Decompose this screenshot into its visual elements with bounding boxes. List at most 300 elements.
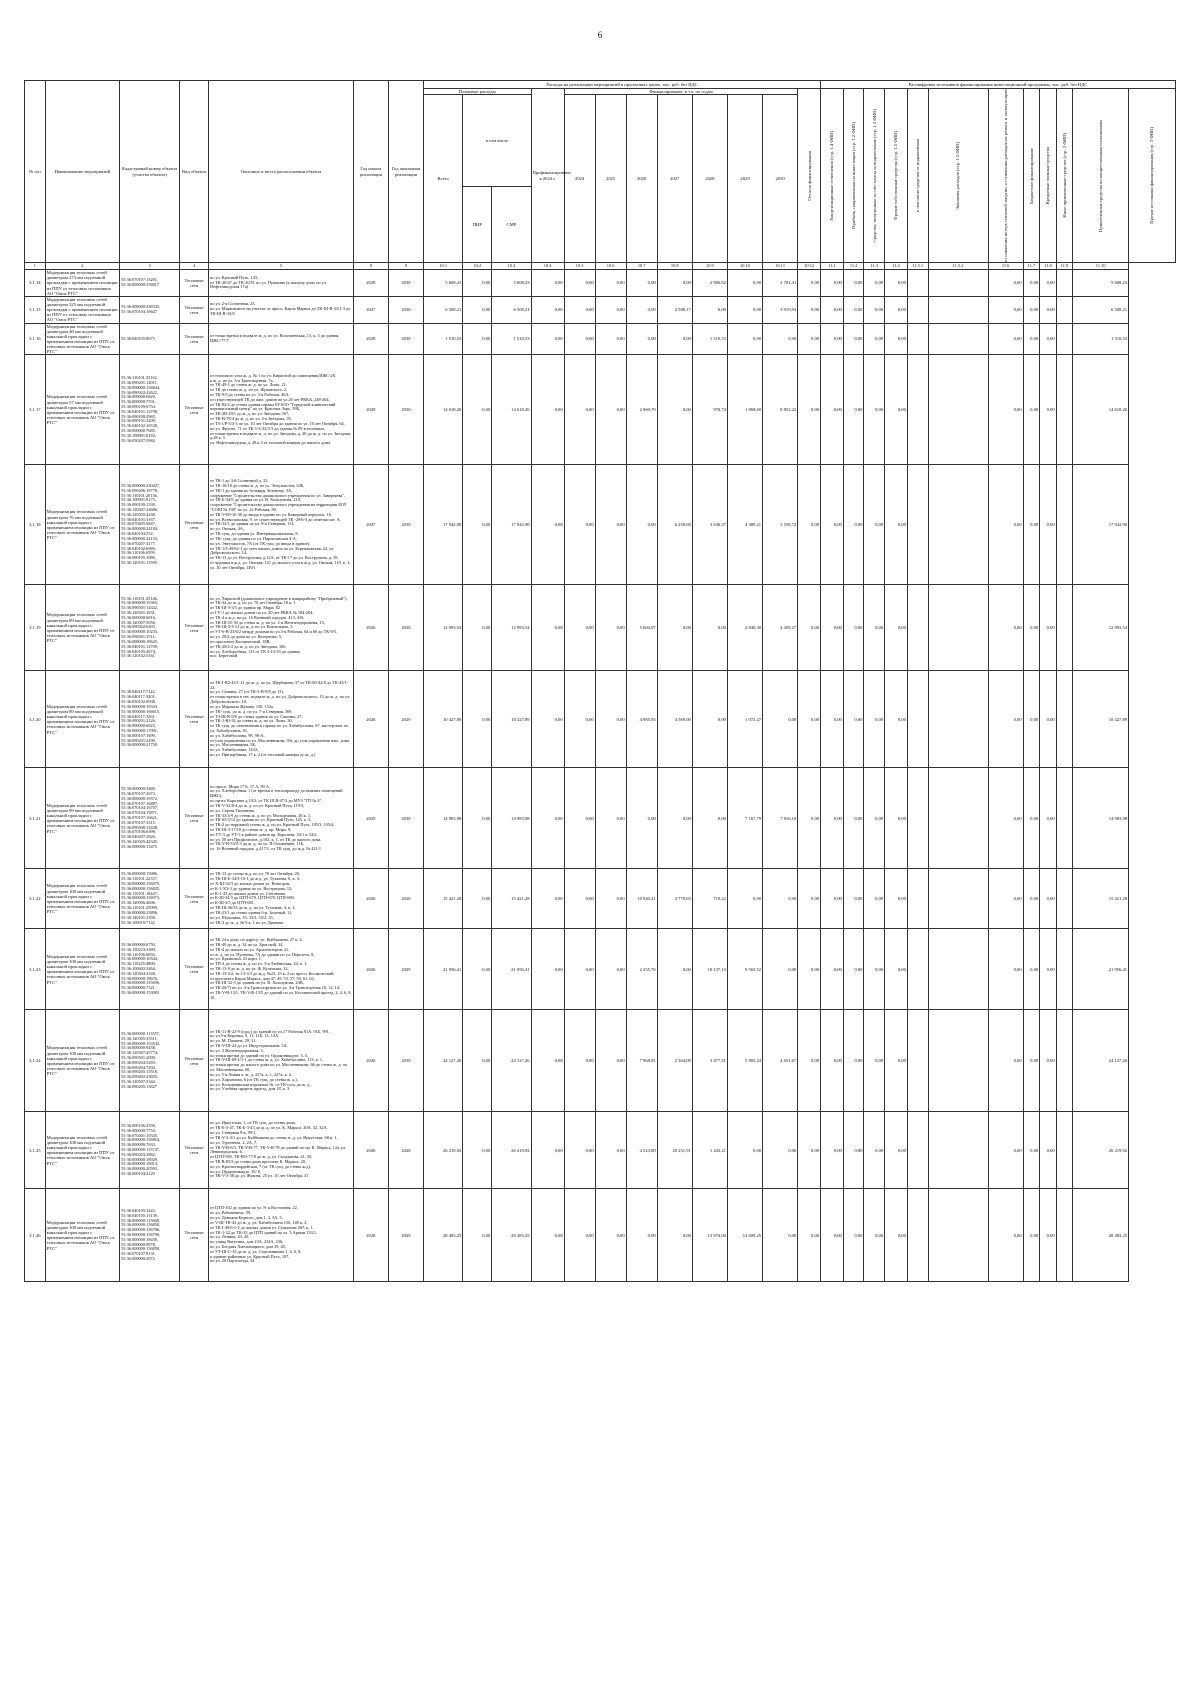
row-budget: 0,00 [988,1189,1023,1282]
row-credit: 0,00 [1023,296,1040,323]
row-y2025: 0,00 [595,1189,626,1282]
header-financed: Профинансировано к 2024 г. [531,89,564,263]
header-start: Год начала реализации [353,81,388,263]
row-pir: 0,00 [463,1010,492,1112]
row-object-type: Тепловые сети [180,296,209,323]
row-rest: 0,00 [798,270,821,297]
row-y2025: 0,00 [595,671,626,768]
row-cadastral: 55:36:110101:25162, 55:36:090201:14011, 55:36:000000:156844, 55:36:090302:22622, 55:36:000000:6829, 55:36:000000:7531, 55:36:090109:6754, 55:36:040101:12798, 55:36:090108:2965, 55:36:090101:3209, 55:36:040102:16538, 55:36:000000:7685, 55:36:100901:8184, 55:36:050207:5984 [120,355,180,465]
row-y2029: 5 885,24 [727,1010,762,1112]
column-number: 10.2 [463,263,492,270]
row-y2024: 0,00 [564,1112,595,1189]
table-row [25,323,1176,355]
row-conn-part [907,296,928,323]
row-object-type: Тепловые сети [180,355,209,465]
row-end-year: 2029 [388,671,423,768]
row-description: от ЦТП-102 до здания по ул. 8- я Восточная, 22, по ул. Рабиновича, 59, по ул. Демьяна Бедного, дом 1, 3, 3А, 5, от V-Ш-ТК-43 до ж. д. ул. Хабибуллина 150, 148 к. 3, от ТК-I-49/6-1-2 до жилых домов ул. Сущанова 267, к. 1, от ТК-1-32 до ТК-35 до ЦТП зданий по ул. 5 Армии 133/1, по ул. Ленина, 43, 45, по улица Ватутина, дом 23А, 234А, 236, по ул. Богдана Хмельницкого, дом 39, 40, от УТ-Ш-С-33 до ж. д. ул. Стрельникова 1, 4, 6, 8, к зданию районных ул. Красный Путь, 107, по ул. 20 Партсъезда, 34 [209,1189,354,1282]
row-budget: 0,00 [988,869,1023,929]
row-y2029: 0,00 [727,323,762,355]
header-expenses-group: Расходы на реализацию мероприятий в прогнозных ценах, тыс. руб. без НДС [424,81,821,89]
row-y2027: 3 770,65 [657,869,692,929]
row-y2026: 0,00 [626,768,657,869]
row-name: Модернизация тепловых сетей диаметром 40 мм подземной канальной прокладки с применением изоляции из ППУ от тепловых источников АО "Омск РТС" [45,323,119,355]
row-attracted: 0,00 [1040,323,1057,355]
row-total: 28 483,25 [424,1189,463,1282]
column-number: 5 [209,263,354,270]
row-profit: 0,00 [843,768,864,869]
row-y2029: 1 868,60 [727,355,762,465]
row-conn: 0,00 [864,671,885,768]
row-cadastral: 55:36:000000:15086, 55:36:110101:22337, 55:36:000000:156975, 55:36:000000:156825, 55:36:110101:18447, 55:36:000000:156973, 55:36:120906:4606, 55:36:110101:25099, 55:36:000000:23896, 55:36:140101:3358, 55:36:100910:7142 [120,869,180,929]
row-y2025: 0,00 [595,296,626,323]
row-conn-part [907,671,928,768]
header-rest: Остаток финансирования [798,89,821,263]
row-y2024: 0,00 [564,671,595,768]
row-y2025: 0,00 [595,270,626,297]
row-conn: 0,00 [864,929,885,1010]
row-rest: 0,00 [798,929,821,1010]
row-conn-part [907,323,928,355]
row-y2027: 6 258,60 [657,465,692,585]
row-start-year: 2028 [353,270,388,297]
row-credit: 0,00 [1023,869,1040,929]
row-y2026: 0,00 [626,1189,657,1282]
row-attracted: 0,00 [1040,1189,1057,1282]
row-pir: 0,00 [463,1189,492,1282]
row-y2030: 8 852,22 [763,355,798,465]
row-economy [928,869,988,929]
row-financed: 0,00 [531,869,564,929]
row-financed: 0,00 [531,929,564,1010]
row-other: 26 219,92 [1073,1112,1129,1189]
row-y2029: 0,00 [727,869,762,929]
row-object-type: Тепловые сети [180,671,209,768]
row-y2030: 0,00 [763,1112,798,1189]
row-attracted: 0,00 [1040,768,1057,869]
row-credit: 0,00 [1023,1112,1040,1189]
row-profit: 0,00 [843,671,864,768]
row-cadastral: 55:36:000000:3469, 55:36:070107:3673, 55:36:000000:19372, 55:36:070107:16887, 55:36:070104:16707, 55:36:070104:15871, 55:36:070107:16621, 55:36:070107:3315, 55:36:090308:15438, 55:36:070106:6398, 55:36:040207:3826, 55:36:120305:42345, 55:36:000000:15475 [120,768,180,869]
row-credit: 0,00 [1023,1010,1040,1112]
row-y2026: 7 968,81 [626,1010,657,1112]
header-no: № п/п [25,81,46,263]
row-budget: 0,00 [988,1010,1023,1112]
row-description: по ул. Хирасной (дошкольное учреждение к микрорайону "Прибрежный"), от ТК-34 до ж. д. по ул. 70 лет Октября, 18 к. 1 от ТК-Ш-3-3/5 до здания пр. Мирa, 82 от ГУ-1 до жилых домов по ул. 20 лет РККА № 184-204, от ТК-4 к ж.д. по ул. 16 Военный городок, 413, 416, от ТК-Ш-25-30 до стены ж. д. по ул. 3-я Железнодорожная, 15, от ТК-Ш-3-3-13 до ж. д. по ул. Вокзальная, 1, от УТ-6-В-23/6/2 между домами по ул.3-я Рабочая, 64 и 66 до ТК-9/5, по ул. 20/2 до дома по ул. Кучеренко, 5, по проспекту Космический, 18В, от ТК-20/2-2 до ж. д. по ул. Звездова, 166, по ул. Хлеборобная, 113 от ТК 3-13-33 до здания, пос. Береговой [209,585,354,671]
column-number: 10.12 [798,263,821,270]
row-y2028: 3 636,37 [692,465,727,585]
header-economy: Экономия расходов (стр. 1.5 ФИП) [928,89,988,263]
row-financed: 0,00 [531,1189,564,1282]
row-other: 17 942,90 [1073,465,1129,585]
row-end-year: 2030 [388,323,423,355]
header-amort: Амортизационные отчисления (стр. 1.4 ФИП) [821,89,844,263]
row-extra [1056,270,1073,297]
row-conn: 0,00 [864,768,885,869]
row-profit: 0,00 [843,465,864,585]
row-conn-part [907,929,928,1010]
row-y2024: 0,00 [564,869,595,929]
row-cadastral: 55:36:000000:113557, 55:36:120305:35511, 55:36:000000:153542, 55:36:000000:9458, 55:36:120307:25774, 55:36:090301:2090, 55:36:090204:5283, 55:36:090204:7204, 55:36:090205:15518, 55:36:090402:23655, 55:36:120507:5344, 55:36:090205:13827 [120,1010,180,1112]
row-conn: 0,00 [864,585,885,671]
row-description: по ул. Красный Путь, 143, от ТК-20/47 до ТК-20/51 по ул. Пушкина (к жилому дому по ул. Нефтезаводская 17а) [209,270,354,297]
row-other-own: 0,00 [885,296,908,323]
row-conn: 0,00 [864,1010,885,1112]
row-extra [1056,465,1073,585]
row-total: 14 983,98 [424,768,463,869]
row-y2029: 0,00 [727,270,762,297]
row-y2024: 0,00 [564,585,595,671]
row-y2030: 4 651,67 [763,1010,798,1112]
row-amort: 0,00 [821,296,844,323]
row-y2028: 0,00 [692,585,727,671]
row-financed: 0,00 [531,671,564,768]
row-y2028: 3 477,51 [692,1010,727,1112]
row-y2024: 0,00 [564,296,595,323]
row-total: 1 510,53 [424,323,463,355]
row-economy [928,296,988,323]
row-attracted: 0,00 [1040,869,1057,929]
row-amort: 0,00 [821,1189,844,1282]
table-row [25,270,1176,297]
row-y2025: 0,00 [595,585,626,671]
column-number: 10.3 [492,263,531,270]
row-y2028: 2 906,82 [692,270,727,297]
column-number: 10.9 [692,263,727,270]
header-y2026: 2026 [626,95,657,263]
row-other: 14 983,98 [1073,768,1129,869]
row-pir: 0,00 [463,465,492,585]
row-conn-part [907,465,928,585]
column-number: 10.11 [763,263,798,270]
row-amort: 0,00 [821,355,844,465]
row-budget: 0,00 [988,768,1023,869]
row-amort: 0,00 [821,585,844,671]
row-start-year: 2027 [353,296,388,323]
table-row [25,1189,1176,1282]
header-y2024: 2024 [564,95,595,263]
row-y2028: 0,00 [692,671,727,768]
row-cadastral: 55:36:000000:6750, 55:36:150223:3380, 55:36:110106:6094, 55:36:000000:10344, 55:36:110225:4800, 55:36:100602:3464, 55:36:120304:2548, 55:36:000000:18676, 55:36:000000:115696, 55:36:000000:7321, 55:36:000000:153083 [120,929,180,1010]
row-amort: 0,00 [821,929,844,1010]
row-name: Модернизация тепловых сетей диаметром 57 мм подземной канальной прокладки с применением изоляции из ППУ от тепловых источников АО "Омск РТС" [45,355,119,465]
row-other: 10 427,89 [1073,671,1129,768]
column-number: 11.5.1 [907,263,928,270]
row-y2028: 10 137,13 [692,929,727,1010]
row-budget: 0,00 [988,355,1023,465]
row-profit: 0,00 [843,1112,864,1189]
row-economy [928,323,988,355]
row-y2025: 0,00 [595,355,626,465]
table-body [25,270,1176,1282]
table-row [25,1112,1176,1189]
row-object-type: Тепловые сети [180,1112,209,1189]
header-end: Год окончания реализации [388,81,423,263]
row-total: 21 956,41 [424,929,463,1010]
row-budget: 0,00 [988,585,1023,671]
row-extra [1056,869,1073,929]
column-number: 11.7 [1023,263,1040,270]
row-y2026: 0,00 [626,323,657,355]
row-pir: 0,00 [463,355,492,465]
row-object-type: Тепловые сети [180,465,209,585]
column-number: 11.8 [1040,263,1057,270]
row-financed: 0,00 [531,768,564,869]
row-y2025: 0,00 [595,869,626,929]
row-end-year: 2029 [388,1189,423,1282]
row-other-own: 0,00 [885,585,908,671]
row-economy [928,465,988,585]
row-number: 3.1.22 [25,869,46,929]
row-conn-part [907,270,928,297]
row-object-type: Тепловые сети [180,869,209,929]
row-amort: 0,00 [821,465,844,585]
row-amort: 0,00 [821,270,844,297]
column-number: 10.6 [595,263,626,270]
row-y2026: 5 604,97 [626,585,657,671]
row-y2024: 0,00 [564,768,595,869]
row-attracted: 0,00 [1040,270,1057,297]
row-smr: 6 508,21 [492,296,531,323]
table-row [25,1010,1176,1112]
row-start-year: 2026 [353,869,388,929]
row-smr: 14 983,98 [492,768,531,869]
row-smr: 17 942,90 [492,465,531,585]
row-smr: 12 993,54 [492,585,531,671]
row-attracted: 0,00 [1040,465,1057,585]
row-total: 26 219,92 [424,1112,463,1189]
header-tbr: ПИР [463,187,492,263]
row-y2029: 7 167,79 [727,768,762,869]
column-number: 10.5 [564,263,595,270]
row-y2027: 0,00 [657,270,692,297]
column-number: 11.3 [864,263,885,270]
row-other: 15 421,28 [1073,869,1129,929]
row-cadastral: 55:36:000000:238335, 55:36:070104:16647 [120,296,180,323]
row-y2026: 2 960,70 [626,355,657,465]
header-conn: Средства, полученные за счет платы за подключение (стр. 1.3 ФИП) [864,89,885,263]
column-number: 11.6 [988,263,1023,270]
row-smr: 28 483,25 [492,1189,531,1282]
row-y2030: 0,00 [763,929,798,1010]
row-description: от ТК-I-В2-43/1-21 до ж. д. по ул. Щербакова, 37 от ТК-Ю-42/8 до ТК-43/1-22, по ул. Сашина, 27 (от ТК-3-В-9/8 до 13), от точки врезки в тех. подвале ж. д. по ул. Добровольского, 13 до ж. д. по ул. Добровольского, 10, по ул. Маршала Жукова, 150, 152а, от ТК- сущ. до ж. д. по ул. 7-я Северная, 369, от ТЗ-Ш-В-9/8 до стены здания по ул. Сашина, 27, от ТК-1-Ю-32 до стены ж. д. по ул. Лизы, 30, от ТК сущ. до ответвления к гаражу по ул. Хабибуллина, 67, мастерских по ул. Хабибуллина, 61, по ул. Хабибуллина, 98, 98-А, от узла управления по ул. Масленникова, 9/6, до узла управления жил. дома по ул. Масленникова, 9Б, по ул. Хабибуллина, 143А, по ул. Приторбиная, 17 к. 2 (от тепловой камеры до ж. д.) [209,671,354,768]
row-other: 12 993,54 [1073,585,1129,671]
header-desc: Описание и место расположения объекта [209,81,354,263]
row-total: 6 508,21 [424,296,463,323]
row-y2024: 0,00 [564,1010,595,1112]
row-y2024: 0,00 [564,929,595,1010]
row-total: 5 608,23 [424,270,463,297]
row-cadastral: 55:36:000106:2358, 55:36:000000:7754, 55:36:070401:10345, 55:36:000000:156854, 55:36:000000:7633, 55:36:000000:115747, 55:36:090203:2882, 55:36:000000:18929, 55:36:000000:19013, 55:36:000000:20593, 55:36:000104:4129 [120,1112,180,1189]
column-number: 1 [25,263,46,270]
row-total: 17 942,90 [424,465,463,585]
row-profit: 0,00 [843,929,864,1010]
column-number: 8 [353,263,388,270]
row-other-own: 0,00 [885,1189,908,1282]
row-number: 3.1.23 [25,929,46,1010]
row-y2027: 0,00 [657,585,692,671]
row-economy [928,1189,988,1282]
row-start-year: 2028 [353,1189,388,1282]
row-extra [1056,296,1073,323]
investment-program-table [24,80,1176,1282]
row-financed: 0,00 [531,355,564,465]
row-total: 10 427,89 [424,671,463,768]
row-conn: 0,00 [864,323,885,355]
header-y2027: 2027 [657,95,692,263]
row-pir: 0,00 [463,1112,492,1189]
row-conn: 0,00 [864,1189,885,1282]
row-financed: 0,00 [531,270,564,297]
header-total: Всего [424,95,463,263]
row-end-year: 2030 [388,296,423,323]
row-financed: 0,00 [531,1010,564,1112]
header-y2025: 2025 [595,95,626,263]
row-financed: 0,00 [531,465,564,585]
row-number: 3.1.17 [25,355,46,465]
row-smr: 10 427,89 [492,671,531,768]
row-name: Модернизация тепловых сетей диаметром 89 мм подземной канальной прокладки с применением изоляции из ППУ от тепловых источников АО "Омск РТС" [45,768,119,869]
row-smr: 1 510,53 [492,323,531,355]
row-start-year: 2029 [353,768,388,869]
row-y2027: 0,00 [657,929,692,1010]
row-end-year: 2028 [388,1112,423,1189]
row-rest: 0,00 [798,355,821,465]
row-rest: 0,00 [798,1010,821,1112]
row-y2030: 7 816,19 [763,768,798,869]
header-y2028: 2028 [692,95,727,263]
row-number: 3.1.25 [25,1112,46,1189]
row-other: 24 127,26 [1073,1010,1129,1112]
table-row [25,671,1176,768]
row-total: 12 993,54 [424,585,463,671]
row-rest: 0,00 [798,465,821,585]
row-description: от ТК 24 к дому по адресу: ул. Куйбышева, 27 к. 2, от ТК-40 до ж. д. 34 по ул. Братской, 34, от ТК-4 до жилых по ул. Архитекторов, 21, от ж. д. по ул. Пугачева, 7А до здания по ул. Перелета, 8, по ул. Крымской, 23 корп. 1, от ТП-4 до стены ж. д. по ул. 3-я Любинская, 24, к. 1, от ТК-13-9 до ж. д. по ул. Ф. Кулешова, 12, от ТК-13-2/2, тк-13-3/3 до ж.д. №23, 25 к. 2 по просп. Космический, от проспекта Карла Маркса, дом 47, 49, 53, 57, 59, 61, 63, от ТК-Ш-32-3 до здания по ул. В. Хользунова, 23В, от ТК-26/7) по ул. 3-я Транспортная по ул. 4-я Транспортная 10, 12, 14, от ТК-V-В-13/1, ТК-V-В-13/5 до зданий по ул. Космический проезд, 2, 4, 6, 8, 10, [209,929,354,1010]
row-start-year: 2026 [353,929,388,1010]
table-row [25,585,1176,671]
row-y2030: 0,00 [763,869,798,929]
row-object-type: Тепловые сети [180,323,209,355]
row-rest: 0,00 [798,585,821,671]
row-conn: 0,00 [864,355,885,465]
row-number: 3.1.19 [25,585,46,671]
column-number: 10.7 [626,263,657,270]
column-number: 10.1 [424,263,463,270]
header-fin-group: Финансирование, в т.ч. по годам [564,89,798,95]
row-end-year: 2030 [388,585,423,671]
header-extra: Привлеченные средства по концессионным соглашениям [1073,89,1129,263]
row-object-type: Тепловые сети [180,929,209,1010]
row-end-year: 2028 [388,869,423,929]
row-y2024: 0,00 [564,355,595,465]
row-y2026: 4 985,93 [626,671,657,768]
row-extra [1056,355,1073,465]
row-other-own: 0,00 [885,768,908,869]
table-row [25,296,1176,323]
row-y2027: 2 364,08 [657,1010,692,1112]
row-profit: 0,00 [843,323,864,355]
row-rest: 0,00 [798,1112,821,1189]
row-pir: 0,00 [463,869,492,929]
row-credit: 0,00 [1023,1189,1040,1282]
row-amort: 0,00 [821,323,844,355]
row-attracted: 0,00 [1040,671,1057,768]
row-total: 15 421,28 [424,869,463,929]
row-y2029: 0,00 [727,1112,762,1189]
row-budget: 0,00 [988,671,1023,768]
row-economy [928,1112,988,1189]
row-y2030: 0,00 [763,323,798,355]
header-other-attr: Иные привлеченные средства (стр. 2 ФИП) [1056,89,1073,263]
column-number: 10.8 [657,263,692,270]
row-name: Модернизация тепловых сетей диаметром 108 мм подземной канальной прокладки с применением изоляции из ППУ от тепловых источников АО "Омск РТС" [45,869,119,929]
row-name: Модернизация тепловых сетей диаметром 108 мм подземной канальной прокладки с применением изоляции из ППУ от тепловых источников АО "Омск РТС" [45,1112,119,1189]
row-rest: 0,00 [798,869,821,929]
row-end-year: 2030 [388,355,423,465]
row-y2027: 0,00 [657,1189,692,1282]
row-profit: 0,00 [843,585,864,671]
row-start-year: 2026 [353,671,388,768]
row-economy [928,1010,988,1112]
row-amort: 0,00 [821,1112,844,1189]
header-y2029: 2029 [727,95,762,263]
row-credit: 0,00 [1023,768,1040,869]
row-total: 24 127,26 [424,1010,463,1112]
header-credit: Кредитные заемные средства [1040,89,1057,263]
row-budget: 0,00 [988,1112,1023,1189]
row-y2028: 0,00 [692,296,727,323]
row-other-own: 0,00 [885,671,908,768]
row-attracted: 0,00 [1040,355,1057,465]
row-y2030: 0,00 [763,1189,798,1282]
row-cadastral: 55:36:040105:3443, 55:36:040105:13139, 55:36:000000:115668, 55:36:000000:156858, 55:36:000000:156786, 55:36:000000:156790, 55:36:000000:18439, 55:36:000000:9878, 55:36:000000:156858, 55:36:070107:8131, 55:36:000000:2872 [120,1189,180,1282]
column-number: 11.10 [1073,263,1129,270]
row-start-year: 2029 [353,355,388,465]
table-row [25,929,1176,1010]
page-number: 6 [597,30,603,40]
row-attracted: 0,00 [1040,1112,1057,1189]
header-name: Наименование мероприятий [45,81,119,263]
header-y2030: 2030 [763,95,798,263]
row-description: по ул. Иркутская, 1, от ТК сущ. до стены дома, от ТК-Б-3-47, ТК-Б-3-43 до ж. д. по ул. К. Маркса, 20А, 32, 32А, по ул. Северная 9-я, 99/1, от ТК-V-3-3/1 до ул. Куйбышева до стены ж. д. ул. Иркутская, 68 к. 1, по ул. Тургенева, 2, 2А, 7, от ТК-V-В-6/3, ТК-V-В-77, ТК-V-В-78 до зданий по пр. К. Маркса, 12а, ул. Ленинградская, 6, от ЦТП-569, ТК-ВО-77/8 до ж. д. ул. Сыздыкова, 41, 50, от ТК В-85/3 до стены дома проспект К. Маркса, 20, по ул. Красногвардейская, 7 (от ТК сущ. до стены ж.д), по ул. Орджоникидзе, 10/ 8, от ТК-V-3-58 до ул. Жукова, 25 ул. 10 лет Октября, 31 [209,1112,354,1189]
row-conn: 0,00 [864,296,885,323]
header-smr: СМР [492,187,531,263]
row-number: 3.1.15 [25,296,46,323]
row-credit: 0,00 [1023,323,1040,355]
row-end-year: 2029 [388,929,423,1010]
row-rest: 0,00 [798,296,821,323]
row-pir: 0,00 [463,296,492,323]
row-cadastral: 55:36:040105:8675 [120,323,180,355]
row-conn-part [907,585,928,671]
row-other: 14 618,26 [1073,355,1129,465]
row-pir: 0,00 [463,929,492,1010]
header-reserve: от снижения потерь тепловой энергии, от снижения расходов на ремонт и эксплуатацию [988,89,1023,263]
row-conn: 0,00 [864,869,885,929]
row-rest: 0,00 [798,1189,821,1282]
row-credit: 0,00 [1023,270,1040,297]
row-y2025: 0,00 [595,929,626,1010]
row-start-year: 2028 [353,323,388,355]
column-number: 4 [180,263,209,270]
row-y2026: 2 255,76 [626,929,657,1010]
row-y2027: 0,00 [657,768,692,869]
row-extra [1056,1189,1073,1282]
row-y2026: 0,00 [626,270,657,297]
row-amort: 0,00 [821,1010,844,1112]
row-other-own: 0,00 [885,355,908,465]
column-number: 11.5.2 [928,263,988,270]
row-y2029: 2 840,30 [727,585,762,671]
